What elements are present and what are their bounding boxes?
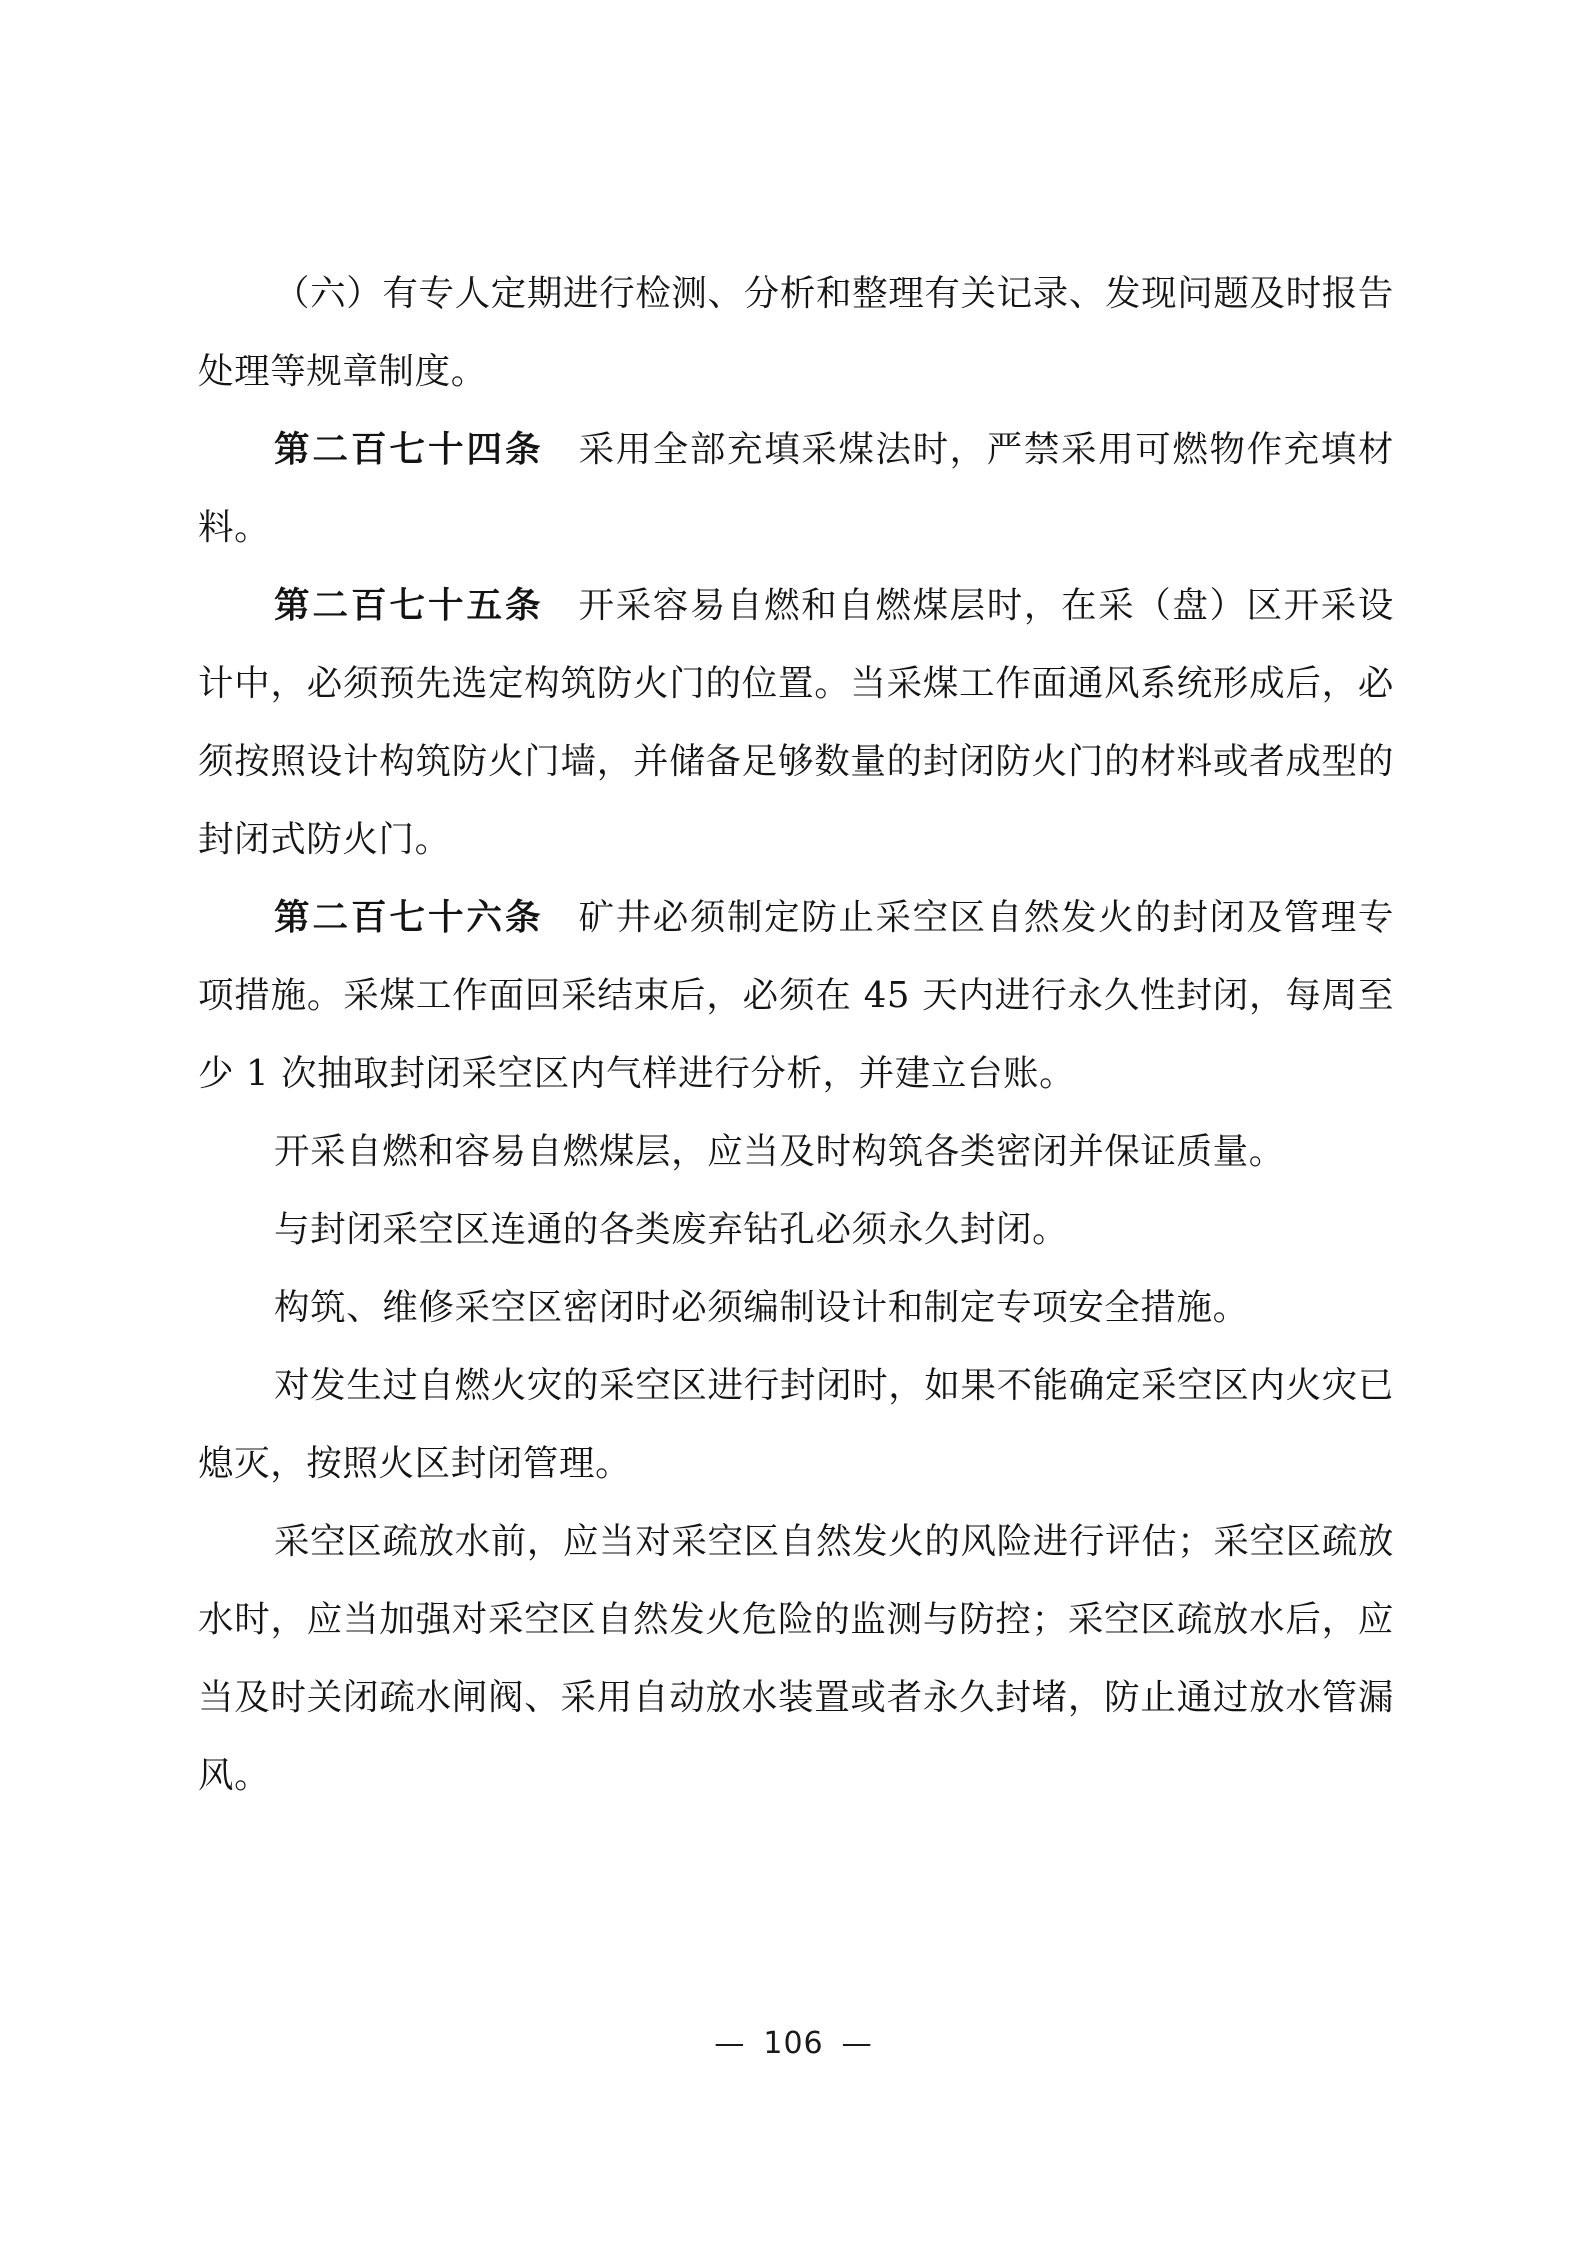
- paragraph-text: 开采自燃和容易自燃煤层，应当及时构筑各类密闭并保证质量。: [274, 1131, 1285, 1172]
- article-title: 第二百七十四条: [274, 429, 544, 470]
- paragraph-article-275: [198, 567, 1394, 879]
- paragraph-abandoned-boreholes: [198, 1191, 1394, 1269]
- paragraph-text: 采空区疏放水前，应当对采空区自然发火的风险进行评估；采空区疏放水时，应当加强对采空区自然发火危险的监测与防控；采空区疏放水后，应当及时关闭疏水闸阀、采用自动放水装置或者永久封堵，防止通过放水管漏风。: [198, 1521, 1394, 1796]
- paragraph-article-276: [198, 879, 1394, 1113]
- page-number-right-dash: —: [841, 2026, 873, 2061]
- paragraph-fire-zone: [198, 1347, 1394, 1503]
- paragraph-text: 构筑、维修采空区密闭时必须编制设计和制定专项安全措施。: [274, 1287, 1249, 1328]
- paragraph-text: 开采容易自燃和自燃煤层时，在采（盘）区开采设计中，必须预先选定构筑防火门的位置。当采煤工作面通风系统形成后，必须按照设计构筑防火门墙，并储备足够数量的封闭防火门的材料或者成型的封闭式防火门。: [198, 585, 1394, 860]
- page-body: [198, 255, 1394, 1815]
- page-number-footer: [0, 2026, 1587, 2061]
- article-title: 第二百七十六条: [274, 897, 544, 938]
- paragraph-item-six: [198, 255, 1394, 411]
- paragraph-spontaneous-combustion: [198, 1113, 1394, 1191]
- paragraph-article-274: [198, 411, 1394, 567]
- paragraph-water-drainage: [198, 1503, 1394, 1815]
- page-number: 106: [763, 2026, 824, 2061]
- paragraph-seal-design: [198, 1269, 1394, 1347]
- paragraph-text: 与封闭采空区连通的各类废弃钻孔必须永久封闭。: [274, 1209, 1069, 1250]
- paragraph-text: 对发生过自燃火灾的采空区进行封闭时，如果不能确定采空区内火灾已熄灭，按照火区封闭管理。: [198, 1365, 1394, 1484]
- paragraph-text: （六）有专人定期进行检测、分析和整理有关记录、发现问题及时报告处理等规章制度。: [198, 273, 1394, 392]
- page-number-left-dash: —: [714, 2026, 746, 2061]
- article-title: 第二百七十五条: [274, 585, 544, 626]
- paragraph-text: 矿井必须制定防止采空区自然发火的封闭及管理专项措施。采煤工作面回采结束后，必须在 45 天内进行永久性封闭，每周至少 1 次抽取封闭采空区内气样进行分析，并建立台账。: [198, 897, 1394, 1094]
- paragraph-text: 采用全部充填采煤法时，严禁采用可燃物作充填材料。: [198, 429, 1394, 548]
